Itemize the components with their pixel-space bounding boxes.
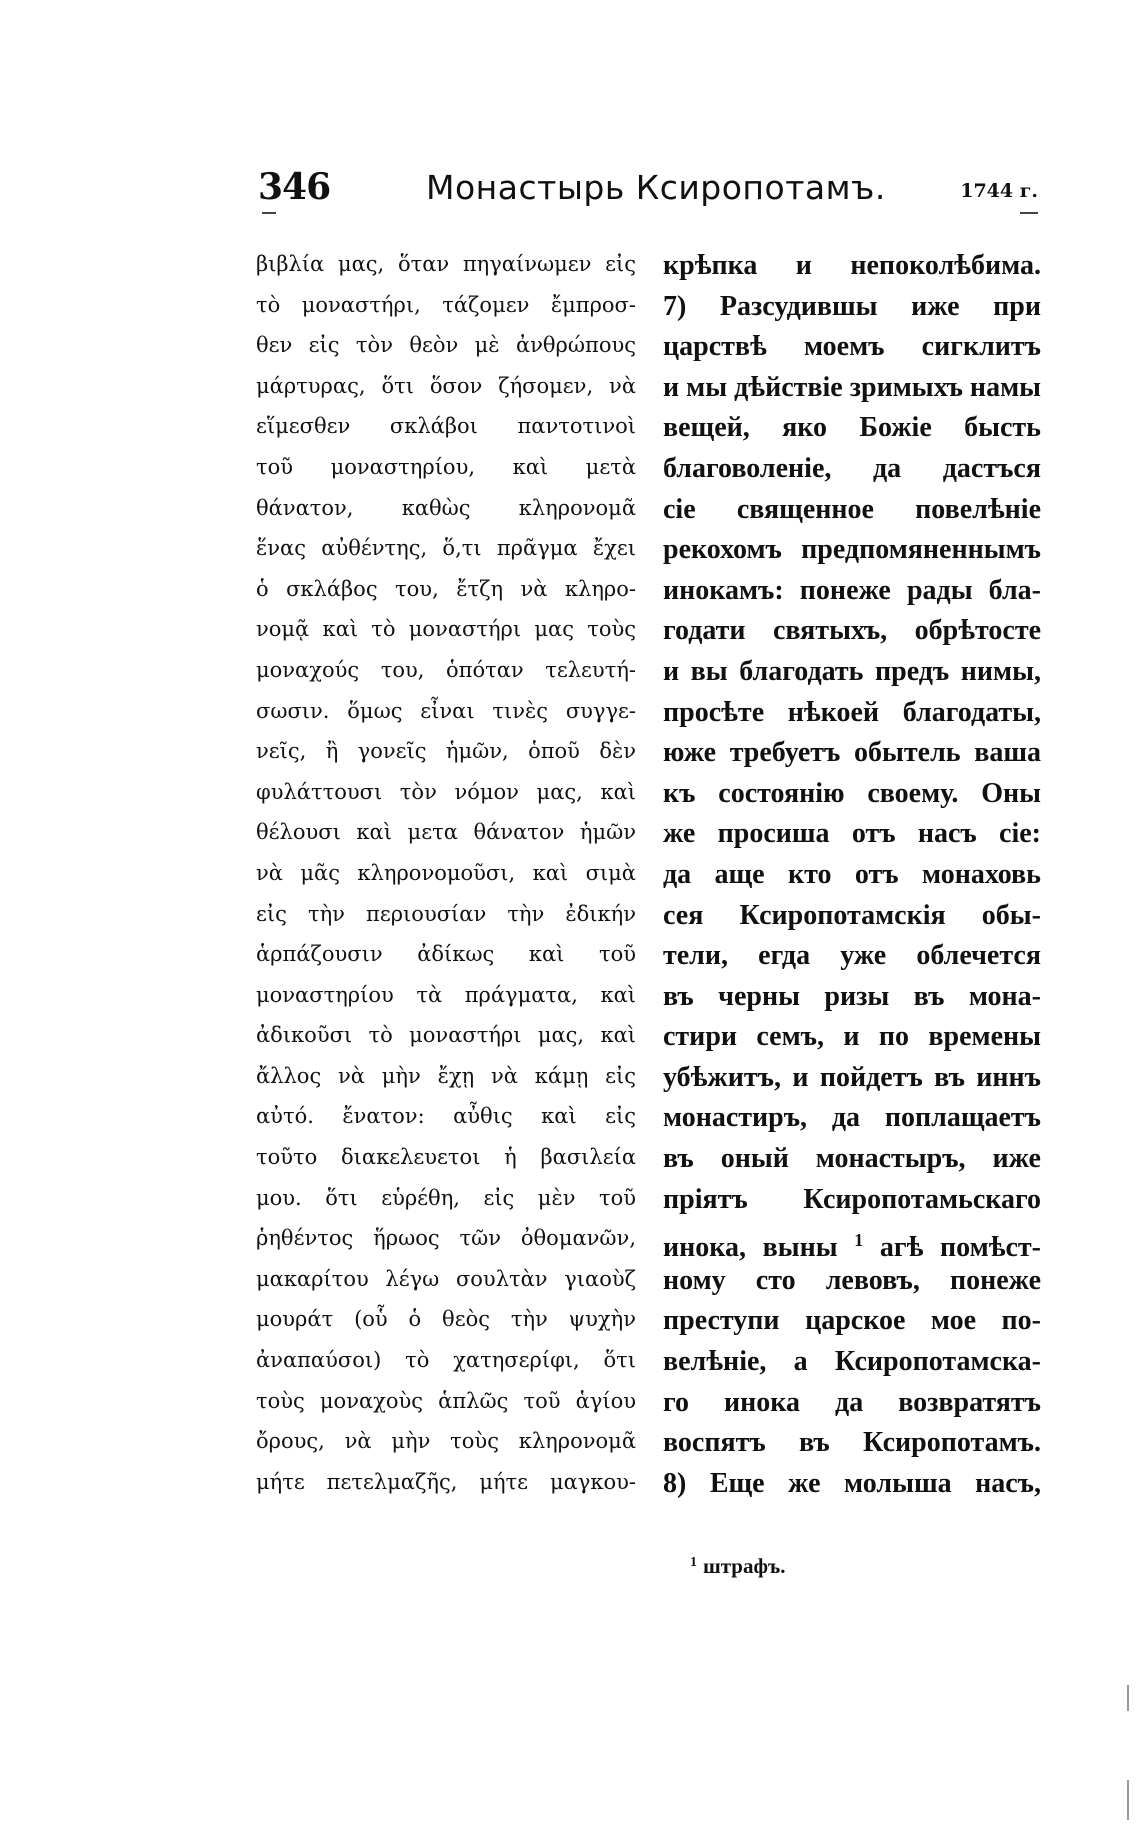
russian-line: годати святыхъ, обрѣтосте: [663, 615, 1041, 647]
greek-line: μοναχούς του, ὁπόταν τελευτή-: [256, 657, 636, 682]
page-number: 346: [258, 166, 331, 208]
russian-line: пріятъ Ксиропотамьскаго: [663, 1183, 1041, 1215]
footnote: [690, 1554, 786, 1579]
russian-line: рекохомъ предпомяненнымъ: [663, 534, 1041, 566]
greek-line: εἵμεσθεν σκλάβοι παντοτινοὶ: [256, 414, 636, 439]
greek-line: σωσιν. ὅμως εἶναι τινὲς συγγε-: [256, 698, 636, 723]
russian-line: стири семъ, и по времены: [663, 1021, 1041, 1053]
greek-line: θέλουσι καὶ μετα θάνατον ἡμῶν: [256, 820, 636, 845]
russian-line: да аще кто отъ монаховь: [663, 858, 1041, 890]
greek-line: τὸ μοναστήρι, τάζομεν ἔμπροσ-: [256, 292, 636, 317]
russian-line: къ состоянію своему. Оны: [663, 777, 1041, 809]
greek-line: τοῦ μοναστηρίου, καὶ μετὰ: [256, 454, 636, 479]
greek-line: μακαρίτου λέγω σουλτὰν γιαοὺζ: [256, 1266, 636, 1291]
russian-text-column: [663, 246, 1041, 1504]
greek-line: ἄλλος νὰ μὴν ἔχῃ νὰ κάμῃ εἰς: [256, 1063, 636, 1088]
greek-line: βιβλία μας, ὅταν πηγαίνωμεν εἰς: [256, 252, 636, 276]
russian-line: царствѣ моемъ сигклитъ: [663, 331, 1041, 363]
header-year: 1744 г.: [960, 180, 1038, 202]
page-header: [258, 166, 1038, 216]
russian-line-part: агѣ помѣст-: [879, 1232, 1042, 1264]
footnote-mark: 1: [690, 1555, 697, 1570]
greek-line: ὁ σκλάβος του, ἔτζη νὰ κληρο-: [256, 576, 636, 601]
greek-line: ῥηθέντος ἥρωος τῶν ὀθομανῶν,: [256, 1226, 636, 1251]
greek-line: ἕνας αὐθέντης, ὅ,τι πρᾶγμα ἔχει: [256, 536, 636, 561]
header-rule-left: [262, 212, 276, 214]
greek-line: νεῖς, ἢ γονεῖς ἡμῶν, ὁποῦ δὲν: [256, 739, 636, 764]
russian-line-part: инока, выны: [663, 1232, 838, 1264]
header-rule-right: [1020, 212, 1038, 214]
russian-line: го инока да возвратятъ: [663, 1386, 1041, 1418]
russian-line: преступи царское мое по-: [663, 1305, 1041, 1337]
greek-line: θεν εἰς τὸν θεὸν μὲ ἀνθρώπους: [256, 333, 636, 358]
russian-line: инокамъ: понеже рады бла-: [663, 574, 1041, 606]
russian-line: велѣніе, а Ксиропотамска-: [663, 1346, 1041, 1378]
greek-line: φυλάττουσι τὸν νόμον μας, καὶ: [256, 779, 636, 804]
greek-line: ἁρπάζουσιν ἀδίκως καὶ τοῦ: [256, 942, 636, 967]
russian-line: просѣте нѣкоей благодаты,: [663, 696, 1041, 728]
russian-line: вещей, яко Божіе бысть: [663, 412, 1041, 444]
footnote-reference: 1: [854, 1230, 864, 1251]
greek-text-column: [256, 244, 636, 1502]
russian-line: юже требуетъ обытель ваша: [663, 737, 1041, 769]
russian-line: ному сто левовъ, понеже: [663, 1264, 1041, 1296]
russian-line: сея Ксиропотамскія обы-: [663, 899, 1041, 931]
russian-line: и мы дѣйствіе зримыхъ намы: [663, 371, 1041, 403]
russian-line: въ оный монастыръ, иже: [663, 1143, 1041, 1175]
greek-line: ἀναπαύσοι) τὸ χατησερίφι, ὅτι: [256, 1348, 636, 1373]
greek-line: νὰ μᾶς κληρονομοῦσι, καὶ σιμὰ: [256, 860, 636, 885]
russian-line: благоволеніе, да дастъся: [663, 452, 1041, 484]
greek-line: τοῦτο διακελευετοι ἡ βασιλεία: [256, 1145, 636, 1170]
russian-line: 7) Разсудившы иже при: [663, 290, 1041, 322]
russian-line: монастиръ, да поплащаетъ: [663, 1102, 1041, 1134]
russian-line: сіе священное повелѣніе: [663, 493, 1041, 525]
greek-line: μοναστηρίου τὰ πράγματα, καὶ: [256, 982, 636, 1007]
russian-line: же просиша отъ насъ сіе:: [663, 818, 1041, 850]
greek-line: αὐτό. ἔνατον: αὖθις καὶ εἰς: [256, 1104, 636, 1129]
scan-edge-mark: [1127, 1780, 1129, 1820]
greek-line: θάνατον, καθὼς κληρονομᾶ: [256, 495, 636, 520]
running-title: Монастырь Ксиропотамъ.: [426, 168, 886, 207]
greek-line: νομᾷ καὶ τὸ μοναστήρι μας τοὺς: [256, 617, 636, 642]
greek-line: μήτε πετελμαζῆς, μήτε μαγκου-: [256, 1469, 636, 1494]
greek-line: ὄρους, νὰ μὴν τοὺς κληρονομᾶ: [256, 1429, 636, 1454]
russian-line: тели, егда уже облечется: [663, 940, 1041, 972]
greek-line: μάρτυρας, ὅτι ὅσον ζήσομεν, νὰ: [256, 373, 636, 398]
russian-line: 8) Еще же молыша насъ,: [663, 1467, 1041, 1499]
greek-line: μου. ὅτι εὑρέθη, εἰς μὲν τοῦ: [256, 1185, 636, 1210]
russian-line: крѣпка и непоколѣбима.: [663, 250, 1041, 281]
scan-edge-mark: [1127, 1685, 1129, 1711]
russian-line: и вы благодать предъ нимы,: [663, 655, 1041, 687]
greek-line: ἀδικοῦσι τὸ μοναστήρι μας, καὶ: [256, 1023, 636, 1048]
russian-line: [663, 1220, 1042, 1264]
russian-line: въ черны ризы въ мона-: [663, 980, 1041, 1012]
greek-line: εἰς τὴν περιουσίαν τὴν ἐδικήν: [256, 901, 636, 926]
greek-line: τοὺς μοναχοὺς ἁπλῶς τοῦ ἁγίου: [256, 1388, 636, 1413]
russian-line: воспятъ въ Ксиропотамъ.: [663, 1427, 1041, 1459]
greek-line: μουράτ (οὗ ὁ θεὸς τὴν ψυχὴν: [256, 1307, 636, 1332]
russian-line: убѣжитъ, и пойдетъ въ иннъ: [663, 1061, 1041, 1093]
footnote-text: штрафъ.: [703, 1554, 786, 1578]
